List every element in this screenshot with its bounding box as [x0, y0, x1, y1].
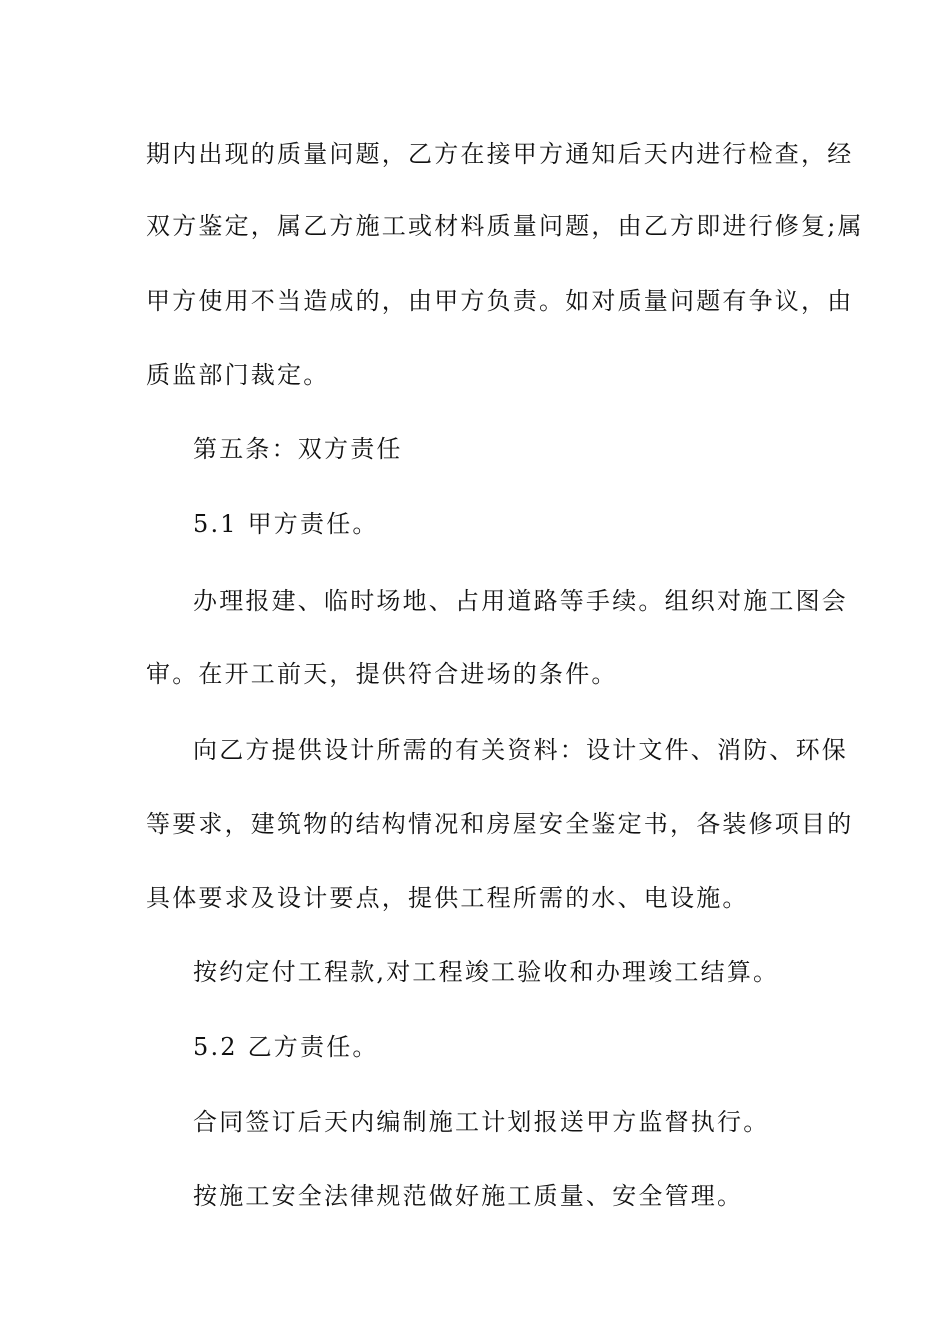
paragraph-line: 合同签订后天内编制施工计划报送甲方监督执行。	[193, 1108, 770, 1136]
paragraph-line: 审。在开工前天，提供符合进场的条件。	[146, 660, 618, 688]
paragraph-line: 期内出现的质量问题，乙方在接甲方通知后天内进行检查，经	[146, 140, 854, 168]
paragraph-line: 双方鉴定，属乙方施工或材料质量问题，由乙方即进行修复;属	[146, 212, 864, 240]
subsection-heading: 5.1 甲方责任。	[193, 510, 379, 538]
section-heading: 第五条：双方责任	[193, 435, 403, 463]
paragraph-line: 向乙方提供设计所需的有关资料：设计文件、消防、环保	[193, 736, 848, 764]
paragraph-line: 质监部门裁定。	[146, 361, 330, 389]
paragraph-line: 按施工安全法律规范做好施工质量、安全管理。	[193, 1182, 744, 1210]
paragraph-line: 甲方使用不当造成的，由甲方负责。如对质量问题有争议，由	[146, 287, 854, 315]
paragraph-line: 具体要求及设计要点，提供工程所需的水、电设施。	[146, 884, 749, 912]
paragraph-line: 按约定付工程款,对工程竣工验收和办理竣工结算。	[193, 958, 780, 986]
subsection-heading: 5.2 乙方责任。	[193, 1033, 379, 1061]
paragraph-line: 等要求，建筑物的结构情况和房屋安全鉴定书，各装修项目的	[146, 810, 854, 838]
paragraph-line: 办理报建、临时场地、占用道路等手续。组织对施工图会	[193, 587, 848, 615]
